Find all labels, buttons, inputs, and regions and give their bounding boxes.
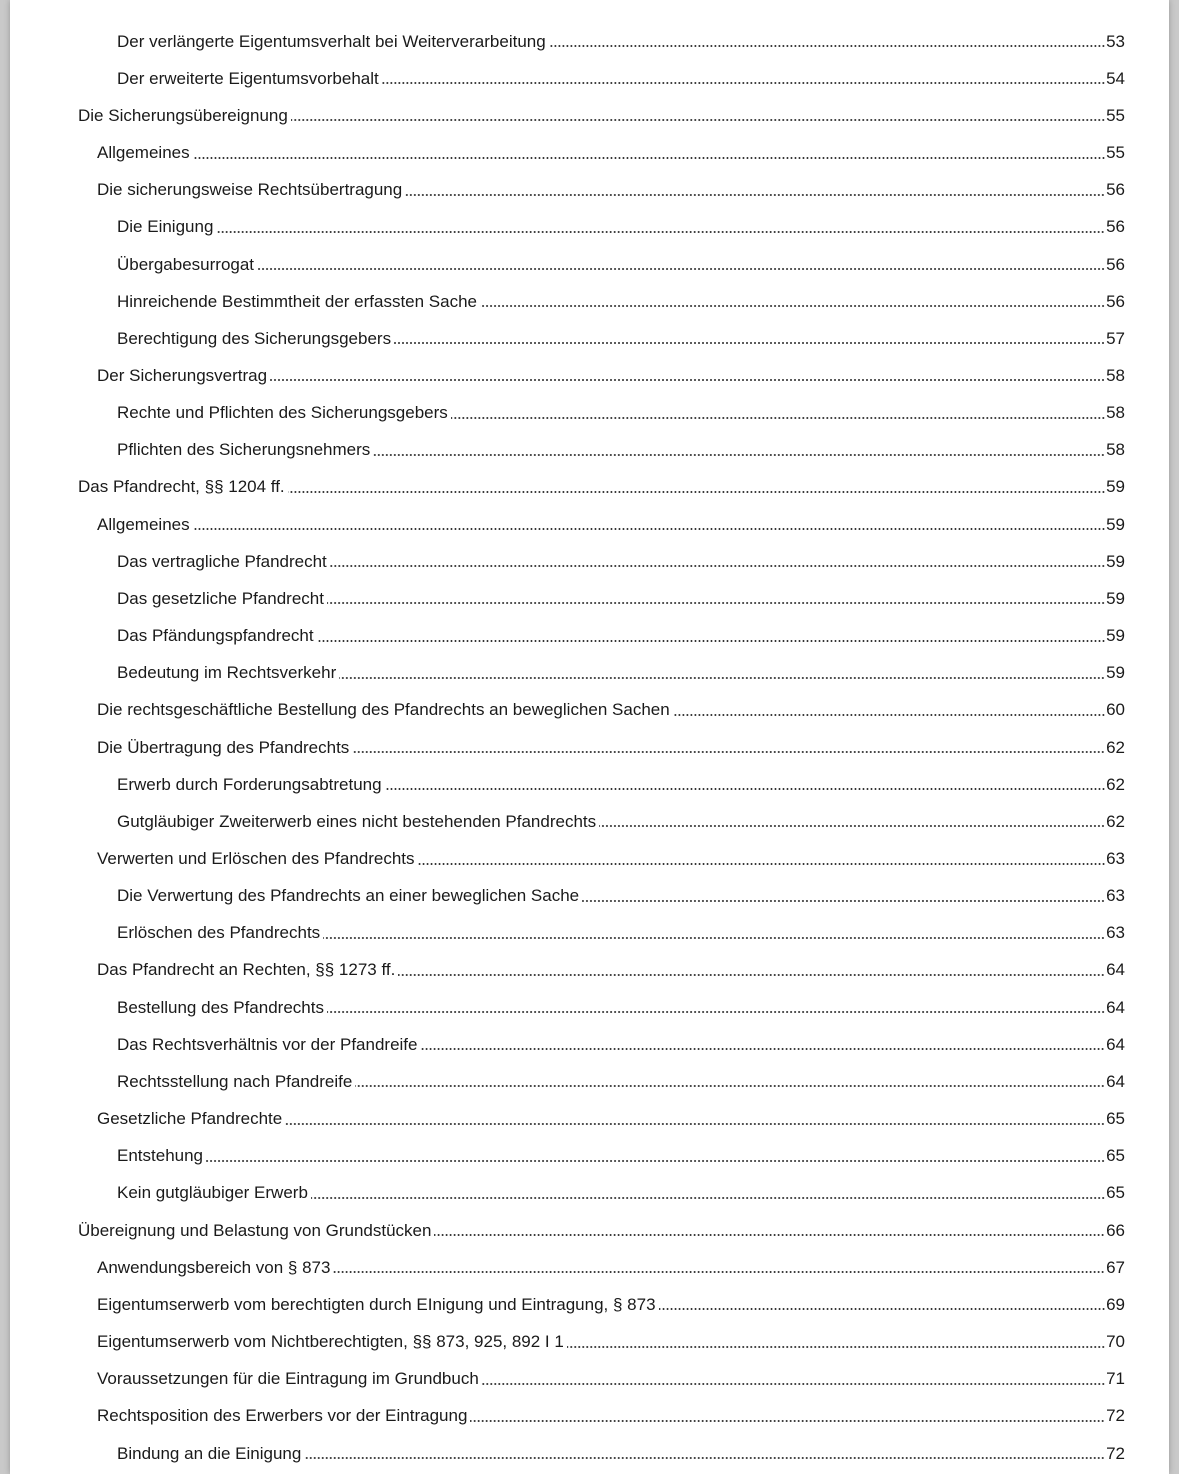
toc-dot-leader: [291, 119, 1105, 121]
toc-dot-leader: [288, 491, 1105, 493]
toc-page-number: 55: [1106, 105, 1125, 125]
toc-entry-title: Das Pfändungspfandrecht: [117, 626, 314, 646]
toc-page-number: 55: [1106, 143, 1125, 163]
toc-entry-title: Der verlängerte Eigentumsverhalt bei Weiterverarbeitung: [117, 31, 546, 51]
toc-dot-leader: [673, 714, 1105, 716]
toc-entry-title: Erwerb durch Forderungsabtretung: [117, 774, 382, 794]
toc-entry-title: Die Sicherungsübereignung: [78, 105, 288, 125]
toc-dot-leader: [206, 1160, 1105, 1162]
toc-entry[interactable]: [78, 1286, 1125, 1323]
toc-entry[interactable]: [78, 1101, 1125, 1138]
toc-entry-title: Das Rechtsverhältnis vor der Pfandreife: [117, 1034, 418, 1054]
toc-entry-title: Eigentumserwerb vom Nichtberechtigten, §§ 873, 925, 892 I 1: [97, 1332, 564, 1352]
toc-entry[interactable]: [78, 840, 1125, 877]
toc-page-number: 56: [1106, 254, 1125, 274]
toc-page-number: 59: [1106, 626, 1125, 646]
toc-entry[interactable]: [78, 1212, 1125, 1249]
toc-entry[interactable]: [78, 729, 1125, 766]
toc-page-number: 63: [1106, 923, 1125, 943]
toc-entry[interactable]: [78, 1063, 1125, 1100]
toc-entry-title: Die Übertragung des Pfandrechts: [97, 737, 350, 757]
toc-entry-title: Verwerten und Erlöschen des Pfandrechts: [97, 849, 415, 869]
toc-entry-title: Eigentumserwerb vom berechtigten durch EInigung und Eintragung, § 873: [97, 1294, 656, 1314]
toc-entry-title: Berechtigung des Sicherungsgebers: [117, 328, 392, 348]
toc-entry[interactable]: [78, 766, 1125, 803]
toc-dot-leader: [382, 82, 1105, 84]
toc-entry[interactable]: [78, 97, 1125, 134]
toc-entry-title: Übergabesurrogat: [117, 254, 255, 274]
toc-page-number: 66: [1106, 1220, 1125, 1240]
toc-dot-leader: [470, 1420, 1105, 1422]
toc-dot-leader: [257, 268, 1105, 270]
toc-page-number: 59: [1106, 551, 1125, 571]
toc-entry-title: Die sicherungsweise Rechtsübertragung: [97, 180, 403, 200]
toc-entry-title: Der erweiterte Eigentumsvorbehalt: [117, 68, 379, 88]
toc-entry[interactable]: [78, 1249, 1125, 1286]
toc-page-number: 64: [1106, 960, 1125, 980]
toc-dot-leader: [420, 1048, 1105, 1050]
toc-page-number: 53: [1106, 31, 1125, 51]
toc-dot-leader: [567, 1346, 1105, 1348]
toc-entry[interactable]: [78, 320, 1125, 357]
toc-entry-title: Erlöschen des Pfandrechts: [117, 923, 321, 943]
toc-page-number: 63: [1106, 886, 1125, 906]
toc-entry-title: Allgemeines: [97, 514, 190, 534]
toc-dot-leader: [355, 1085, 1105, 1087]
toc-entry[interactable]: [78, 395, 1125, 432]
toc-entry-title: Die rechtsgeschäftliche Bestellung des Pfandrechts an beweglichen Sachen: [97, 700, 670, 720]
toc-entry-title: Gesetzliche Pfandrechte: [97, 1109, 283, 1129]
toc-entry-title: Das vertragliche Pfandrecht: [117, 551, 327, 571]
toc-entry[interactable]: [78, 172, 1125, 209]
toc-entry[interactable]: [78, 283, 1125, 320]
toc-page-number: 58: [1106, 403, 1125, 423]
toc-entry[interactable]: [78, 1175, 1125, 1212]
toc-page-number: 59: [1106, 514, 1125, 534]
toc-entry[interactable]: [78, 1398, 1125, 1435]
toc-dot-leader: [330, 565, 1105, 567]
toc-entry[interactable]: [78, 209, 1125, 246]
toc-entry-title: Rechte und Pflichten des Sicherungsgebers: [117, 403, 448, 423]
toc-dot-leader: [398, 974, 1105, 976]
toc-dot-leader: [285, 1123, 1105, 1125]
toc-page-number: 71: [1106, 1369, 1125, 1389]
toc-page-number: 60: [1106, 700, 1125, 720]
toc-page-number: 54: [1106, 68, 1125, 88]
toc-entry[interactable]: [78, 134, 1125, 171]
toc-entry-title: Das Pfandrecht, §§ 1204 ff.: [78, 477, 285, 497]
toc-dot-leader: [333, 1271, 1105, 1273]
document-page: [10, 0, 1169, 1474]
toc-page-number: 72: [1106, 1406, 1125, 1426]
toc-entry[interactable]: [78, 580, 1125, 617]
toc-dot-leader: [311, 1197, 1105, 1199]
toc-page-number: 56: [1106, 180, 1125, 200]
toc-page-number: 62: [1106, 774, 1125, 794]
toc-entry-title: Allgemeines: [97, 143, 190, 163]
toc-page-number: 56: [1106, 291, 1125, 311]
toc-entry[interactable]: [78, 23, 1125, 60]
toc-page-number: 59: [1106, 477, 1125, 497]
toc-dot-leader: [385, 788, 1105, 790]
toc-entry[interactable]: [78, 1323, 1125, 1360]
toc-dot-leader: [304, 1457, 1105, 1459]
toc-dot-leader: [394, 342, 1105, 344]
toc-dot-leader: [451, 417, 1105, 419]
toc-entry-title: Das Pfandrecht an Rechten, §§ 1273 ff.: [97, 960, 396, 980]
toc-dot-leader: [405, 194, 1105, 196]
toc-entry-title: Der Sicherungsvertrag: [97, 365, 268, 385]
toc-entry-title: Anwendungsbereich von § 873: [97, 1257, 331, 1277]
toc-entry[interactable]: [78, 357, 1125, 394]
toc-dot-leader: [193, 157, 1105, 159]
toc-dot-leader: [659, 1308, 1106, 1310]
toc-entry-title: Rechtsstellung nach Pfandreife: [117, 1071, 353, 1091]
toc-page-number: 72: [1106, 1443, 1125, 1463]
table-of-contents: [78, 23, 1125, 1472]
toc-dot-leader: [373, 454, 1105, 456]
toc-dot-leader: [482, 1383, 1105, 1385]
toc-entry-title: Kein gutgläubiger Erwerb: [117, 1183, 308, 1203]
toc-page-number: 64: [1106, 1034, 1125, 1054]
toc-dot-leader: [216, 231, 1105, 233]
toc-entry-title: Voraussetzungen für die Eintragung im Grundbuch: [97, 1369, 479, 1389]
toc-entry-title: Entstehung: [117, 1146, 204, 1166]
toc-page-number: 64: [1106, 997, 1125, 1017]
toc-page-number: 62: [1106, 737, 1125, 757]
toc-dot-leader: [434, 1234, 1105, 1236]
toc-page-number: 65: [1106, 1109, 1125, 1129]
toc-entry[interactable]: [78, 469, 1125, 506]
toc-entry[interactable]: [78, 1361, 1125, 1398]
toc-entry-title: Die Verwertung des Pfandrechts an einer beweglichen Sache: [117, 886, 580, 906]
toc-dot-leader: [327, 602, 1105, 604]
toc-page-number: 58: [1106, 365, 1125, 385]
toc-entry-title: Übereignung und Belastung von Grundstücken: [78, 1220, 432, 1240]
toc-entry[interactable]: [78, 543, 1125, 580]
toc-dot-leader: [339, 677, 1105, 679]
toc-page-number: 65: [1106, 1183, 1125, 1203]
toc-entry[interactable]: [78, 432, 1125, 469]
toc-entry-title: Bestellung des Pfandrechts: [117, 997, 324, 1017]
toc-entry[interactable]: [78, 246, 1125, 283]
toc-entry[interactable]: [78, 1435, 1125, 1472]
toc-entry[interactable]: [78, 618, 1125, 655]
toc-entry-title: Pflichten des Sicherungsnehmers: [117, 440, 371, 460]
toc-page-number: 56: [1106, 217, 1125, 237]
toc-entry-title: Gutgläubiger Zweiterwerb eines nicht bestehenden Pfandrechts: [117, 811, 597, 831]
toc-entry-title: Bedeutung im Rechtsverkehr: [117, 663, 337, 683]
toc-page-number: 65: [1106, 1146, 1125, 1166]
toc-entry[interactable]: [78, 878, 1125, 915]
toc-entry-title: Bindung an die Einigung: [117, 1443, 302, 1463]
toc-dot-leader: [270, 379, 1105, 381]
toc-entry[interactable]: [78, 692, 1125, 729]
toc-dot-leader: [480, 305, 1105, 307]
toc-page-number: 63: [1106, 849, 1125, 869]
toc-dot-leader: [327, 1011, 1105, 1013]
toc-entry[interactable]: [78, 60, 1125, 97]
toc-entry[interactable]: [78, 1026, 1125, 1063]
toc-dot-leader: [323, 937, 1105, 939]
toc-entry-title: Rechtsposition des Erwerbers vor der Eintragung: [97, 1406, 468, 1426]
toc-page-number: 64: [1106, 1071, 1125, 1091]
toc-page-number: 57: [1106, 328, 1125, 348]
toc-entry[interactable]: [78, 952, 1125, 989]
toc-entry-title: Die Einigung: [117, 217, 214, 237]
toc-entry[interactable]: [78, 1138, 1125, 1175]
toc-dot-leader: [193, 528, 1105, 530]
toc-dot-leader: [352, 751, 1105, 753]
toc-page-number: 59: [1106, 663, 1125, 683]
toc-page-number: 62: [1106, 811, 1125, 831]
toc-page-number: 58: [1106, 440, 1125, 460]
toc-entry-title: Hinreichende Bestimmtheit der erfassten Sache: [117, 291, 478, 311]
toc-page-number: 59: [1106, 588, 1125, 608]
toc-page-number: 70: [1106, 1332, 1125, 1352]
toc-entry[interactable]: [78, 655, 1125, 692]
toc-entry[interactable]: [78, 506, 1125, 543]
toc-dot-leader: [599, 825, 1105, 827]
toc-entry[interactable]: [78, 803, 1125, 840]
toc-page-number: 69: [1106, 1294, 1125, 1314]
toc-entry-title: Das gesetzliche Pfandrecht: [117, 588, 324, 608]
toc-dot-leader: [549, 45, 1105, 47]
toc-page-number: 67: [1106, 1257, 1125, 1277]
toc-entry[interactable]: [78, 989, 1125, 1026]
toc-entry[interactable]: [78, 915, 1125, 952]
toc-dot-leader: [317, 640, 1105, 642]
toc-dot-leader: [582, 900, 1105, 902]
toc-dot-leader: [418, 863, 1106, 865]
